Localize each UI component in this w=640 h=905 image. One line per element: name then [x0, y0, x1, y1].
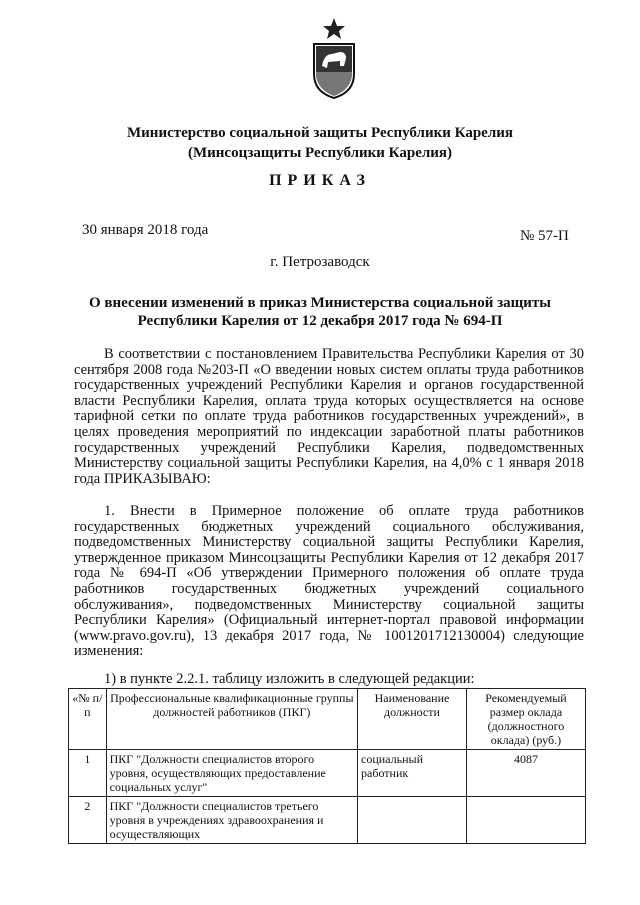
row-pkg: ПКГ "Должности специалистов второго уровня, осуществляющих предоставление социальных услуг"	[106, 750, 357, 797]
document-type: ПРИКАЗ	[269, 172, 371, 189]
coat-of-arms-icon	[310, 16, 358, 100]
header-position: Наименование должности	[358, 689, 467, 750]
ministry-short-name: (Минсоцзащиты Республики Карелия)	[187, 145, 453, 161]
header-salary: Рекомендуемый размер оклада (должностного оклада) (руб.)	[466, 689, 585, 750]
row-number: 2	[69, 797, 107, 844]
sub-item-1: 1) в пункте 2.2.1. таблицу изложить в следующей редакции:	[104, 671, 475, 687]
row-salary	[466, 797, 585, 844]
order-subject: О внесении изменений в приказ Министерства социальной защиты Республики Карелия от 12 декабря 2017 года № 694-П	[88, 295, 552, 329]
header-number: «№ п/п	[69, 689, 107, 750]
salary-table	[68, 688, 586, 844]
order-date: 30 января 2018 года	[82, 222, 209, 238]
table-header-row	[69, 689, 586, 750]
table-row	[69, 750, 586, 797]
row-position: социальный работник	[358, 750, 467, 797]
item-1-paragraph	[74, 504, 584, 660]
order-number: № 57-П	[520, 228, 569, 244]
header-pkg: Профессиональные квалификационные группы должностей работников (ПКГ)	[106, 689, 357, 750]
row-pkg: ПКГ "Должности специалистов третьего уровня в учреждениях здравоохранения и осуществляющих	[106, 797, 357, 844]
preamble-text: В соответствии с постановлением Правительства Республики Карелия от 30 сентября 2008 года №203-П «О введении новых систем оплаты труда работников государственных учреждений Республики Карелия и органов государственной власти Республики Карелия, оплата труда которых осуществляется на основе тарифной сетки по оплате труда работников государственных учреждений», в целях проведения мероприятий по индексации заработной платы работников государственных учреждений Республики Карелия, подведомственных Министерству социальной защиты Республики Карелия, на 4,0% с 1 января 2018 года ПРИКАЗЫВАЮ:	[74, 346, 584, 487]
item-1-text: 1. Внести в Примерное положение об оплате труда работников государственных бюджетных учреждений социального обслуживания, подведомственных Министерству социальной защиты Республики Карелия, утвержденное приказом Минсоцзащиты Республики Карелия от 12 декабря 2017 года № 694-П «Об утверждении Примерного положения об оплате труда работников государственных бюджетных учреждений социального обслуживания», подведомственных Министерству социальной защиты Республики Карелия» (Официальный интернет-портал правовой информации (www.pravo.gov.ru), 13 декабря 2017 года, № 1001201712130004) следующие изменения:	[74, 503, 584, 660]
row-number: 1	[69, 750, 107, 797]
preamble-paragraph	[74, 347, 584, 487]
row-salary: 4087	[466, 750, 585, 797]
order-city: г. Петрозаводск	[270, 254, 370, 270]
row-position	[358, 797, 467, 844]
ministry-name: Министерство социальной защиты Республики Карелия	[127, 125, 513, 141]
table-row	[69, 797, 586, 844]
